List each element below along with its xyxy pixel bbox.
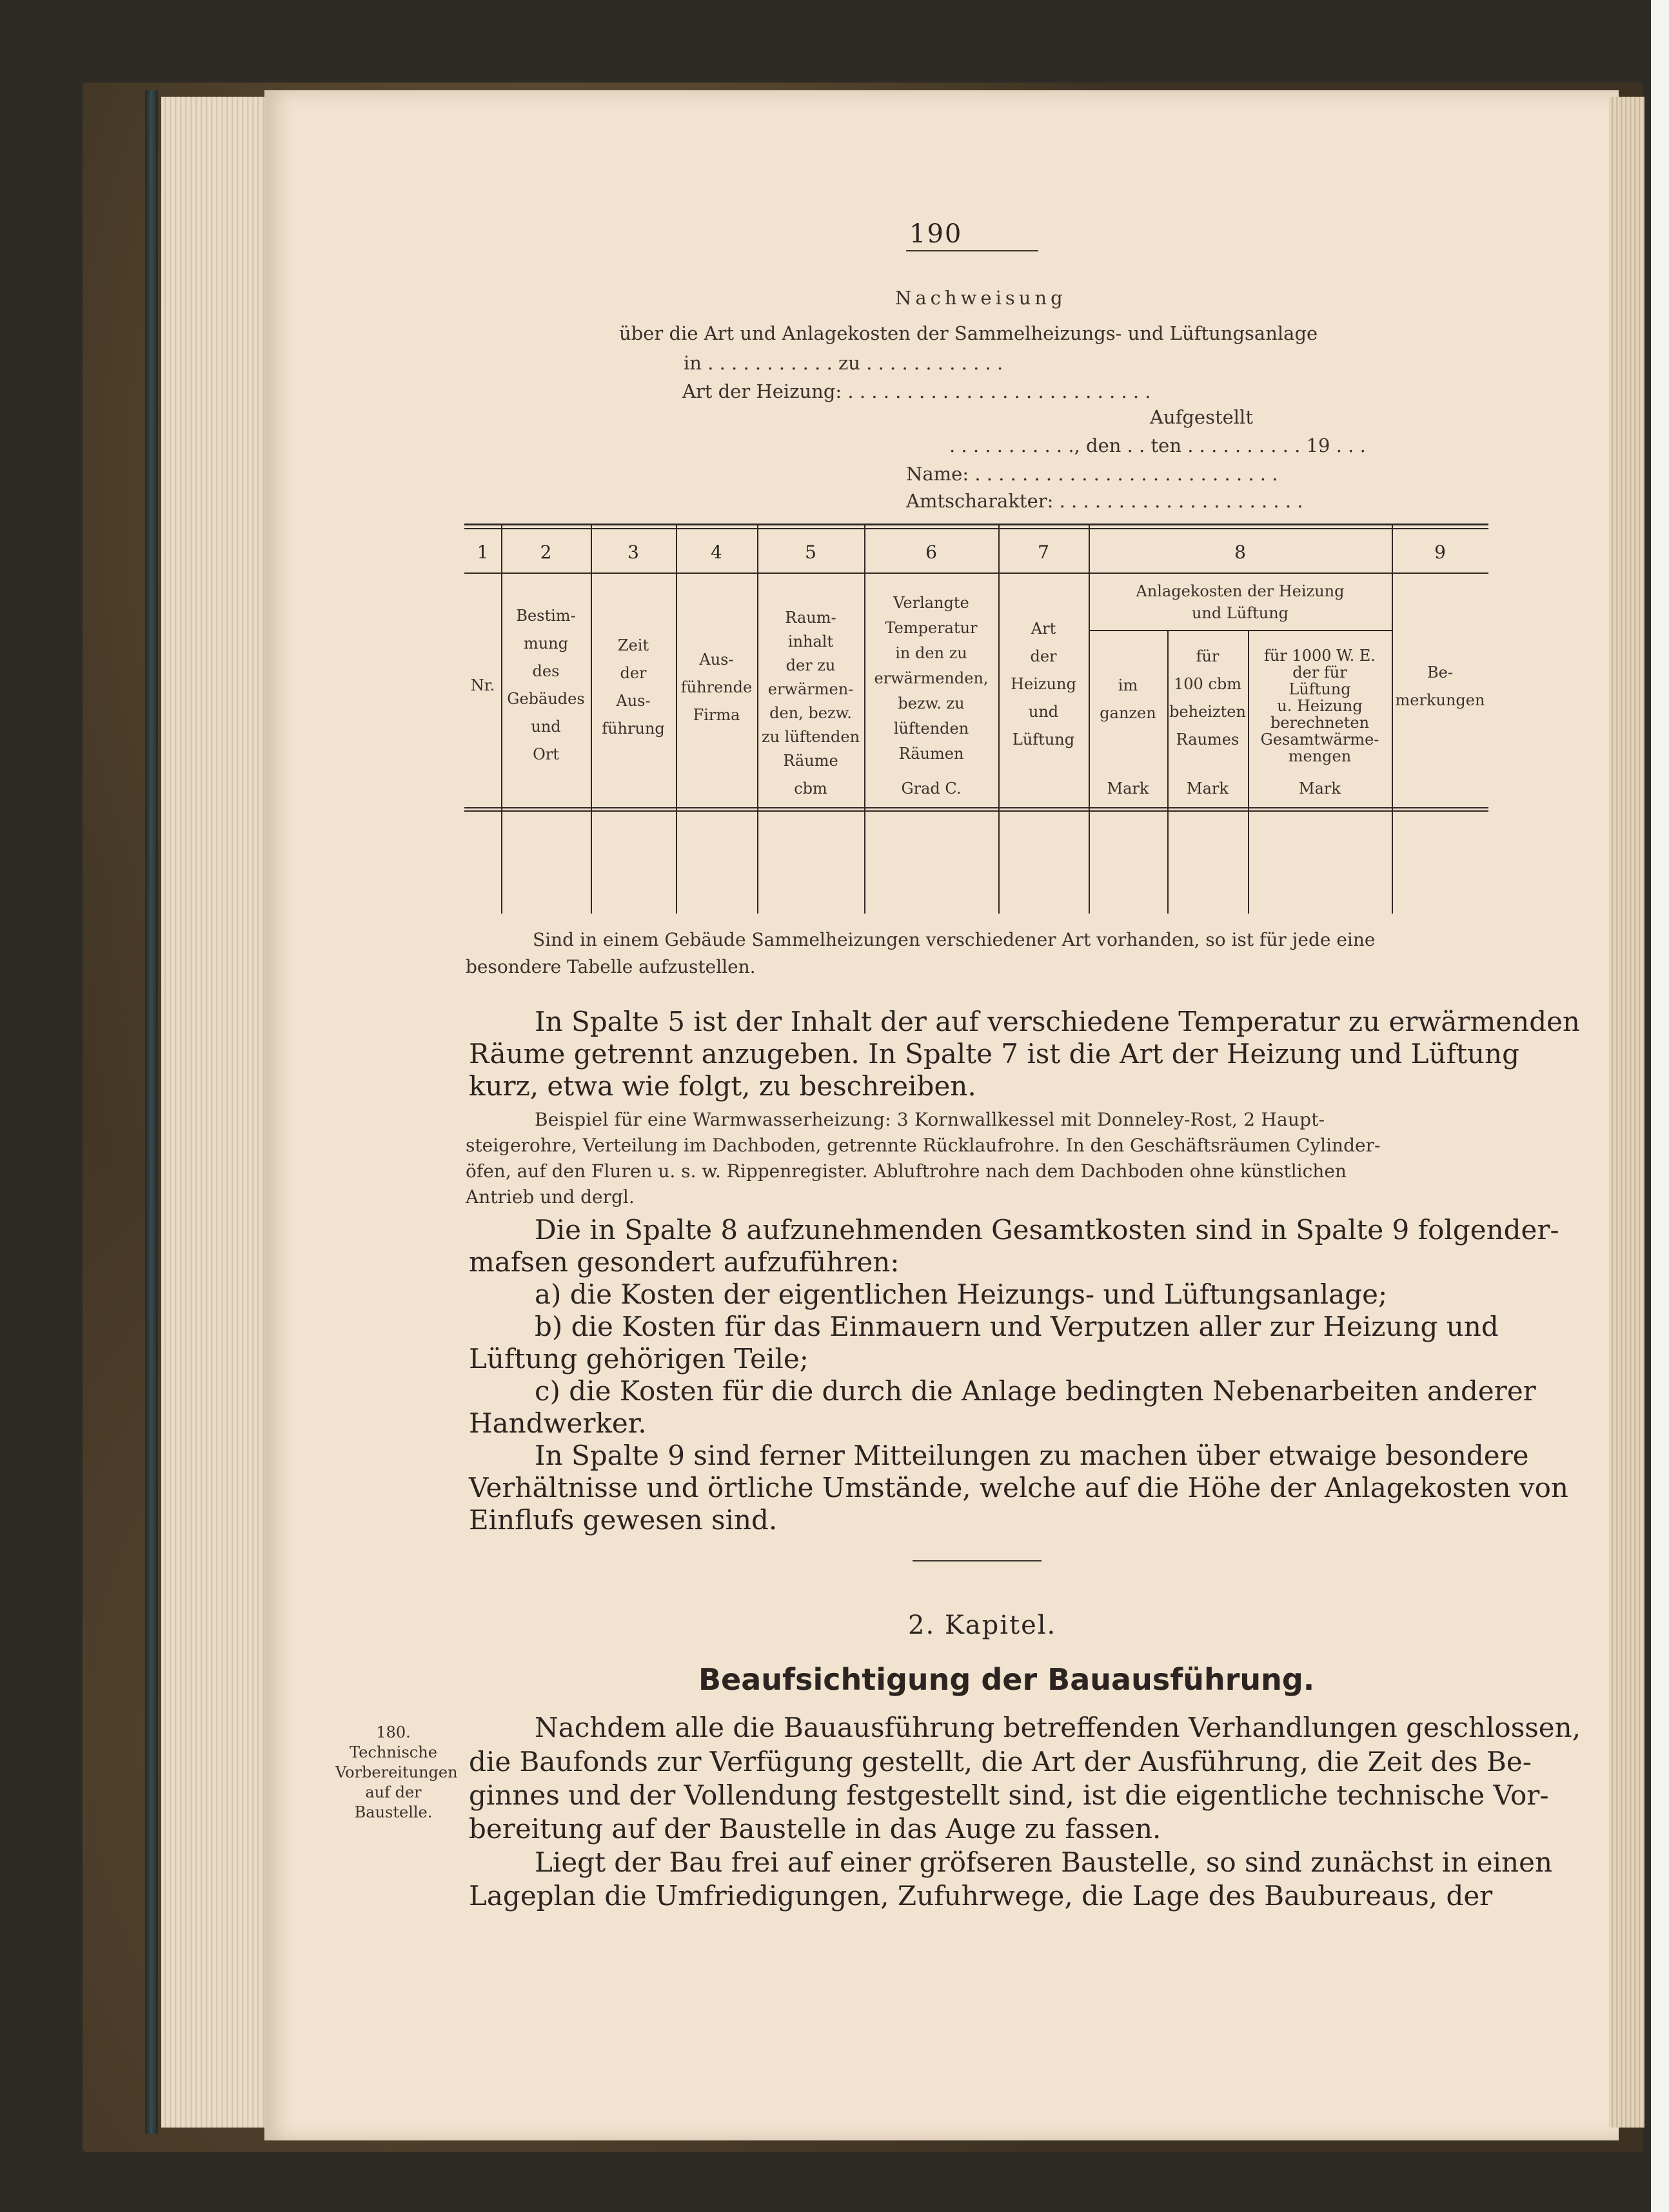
table-header-rule-2: [464, 810, 1488, 812]
unit-cbm: cbm: [794, 779, 827, 798]
paragraph-4-line-1: Nachdem alle die Bauausführung betreffenden Verhandlungen geschlossen,: [535, 1712, 1581, 1743]
table-note-line-2: besondere Tabelle aufzustellen.: [466, 956, 756, 977]
col-number-6: 6: [925, 542, 937, 563]
paragraph-4-line-2: die Baufonds zur Verfügung gestellt, die Art der Ausführung, die Zeit des Be-: [469, 1746, 1532, 1777]
header-bestimmung: Bestim- mung des Gebäudes und Ort: [507, 607, 585, 763]
table-note-line-1: Sind in einem Gebäude Sammelheizungen verschiedener Art vorhanden, so ist für jede eine: [533, 929, 1376, 950]
form-line-amtscharakter: Amtscharakter: . . . . . . . . . . . . . . . . . . . . .: [906, 490, 1303, 512]
unit-mark-100: Mark: [1187, 779, 1229, 798]
col-number-4: 4: [711, 542, 722, 563]
paragraph-1-line-2: Räume getrennt anzugeben. In Spalte 7 ist die Art der Heizung und Lüftung: [469, 1038, 1519, 1070]
section-divider: [913, 1560, 1042, 1561]
header-firma: Aus- führende Firma: [680, 651, 753, 724]
chapter-title: Beaufsichtigung der Bauausführung.: [698, 1662, 1315, 1697]
page-number-rule: [906, 250, 1038, 251]
paragraph-3-line-1: In Spalte 9 sind ferner Mitteilungen zu machen über etwaige besondere: [535, 1440, 1529, 1471]
form-line-den: . . . . . . . . . . ., den . . ten . . . . . . . . . . 19 . . .: [949, 435, 1366, 456]
header-bemerkungen: Be- merkungen: [1395, 663, 1485, 709]
paragraph-2-line-1: Die in Spalte 8 aufzunehmenden Gesamtkosten sind in Spalte 9 folgender-: [535, 1214, 1559, 1246]
col-number-7: 7: [1038, 542, 1049, 563]
list-item-a: a) die Kosten der eigentlichen Heizungs- und Lüftungsanlage;: [535, 1278, 1388, 1310]
header-fuer-100-cbm: für 100 cbm beheizten Raumes: [1169, 647, 1246, 749]
paragraph-5-line-2: Lageplan die Umfriedigungen, Zufuhrwege, die Lage des Baubureaus, der: [469, 1880, 1493, 1912]
header-rauminhalt: Raum- inhalt der zu erwärmen- den, bezw. zu lüftenden Räume: [761, 609, 860, 770]
unit-mark-1000: Mark: [1299, 779, 1341, 798]
table-subheader-rule: [1089, 630, 1392, 631]
margin-note: 180. Technische Vorbereitungen auf der Baustelle.: [335, 1723, 458, 1821]
page-stack-right: [1609, 97, 1644, 2128]
col-number-9: 9: [1434, 542, 1446, 563]
form-line-name: Name: . . . . . . . . . . . . . . . . . . . . . . . . . .: [906, 463, 1278, 485]
paragraph-2-line-2: mafsen gesondert aufzuführen:: [469, 1246, 900, 1278]
cost-table: [464, 524, 1488, 914]
list-item-c: c) die Kosten für die durch die Anlage bedingten Nebenarbeiten anderer: [535, 1375, 1536, 1407]
table-top-rule: [464, 524, 1488, 525]
paragraph-1-line-3: kurz, etwa wie folgt, zu beschreiben.: [469, 1070, 976, 1102]
form-title: Nachweisung: [895, 287, 1067, 309]
col-number-3: 3: [627, 542, 639, 563]
table-header-rule: [464, 807, 1488, 808]
example-line-3: öfen, auf den Fluren u. s. w. Rippenregister. Abluftrohre nach dem Dachboden ohne künstlichen: [466, 1160, 1347, 1182]
example-line-1: Beispiel für eine Warmwasserheizung: 3 Kornwallkessel mit Donneley-Rost, 2 Haupt-: [535, 1109, 1325, 1130]
scan-margin: [1651, 0, 1669, 2212]
table-top-rule-2: [464, 528, 1488, 529]
col-number-8: 8: [1234, 542, 1246, 563]
col-number-5: 5: [805, 542, 816, 563]
header-art: Art der Heizung und Lüftung: [1011, 620, 1076, 749]
header-temperatur: Verlangte Temperatur in den zu erwärmenden, bezw. zu lüftenden Räumen: [874, 594, 989, 763]
form-line-art: Art der Heizung: . . . . . . . . . . . . . . . . . . . . . . . . . .: [682, 380, 1151, 402]
example-line-4: Antrieb und dergl.: [466, 1186, 635, 1208]
paragraph-4-line-3: ginnes und der Vollendung festgestellt sind, ist die eigentliche technische Vor-: [469, 1779, 1549, 1811]
header-anlagekosten: Anlagekosten der Heizung und Lüftung: [1136, 582, 1345, 622]
form-subtitle: über die Art und Anlagekosten der Sammelheizungs- und Lüftungsanlage: [619, 322, 1318, 344]
paragraph-3-line-2: Verhältnisse und örtliche Umstände, welche auf die Höhe der Anlagekosten von: [469, 1472, 1568, 1503]
header-fuer-1000-we: für 1000 W. E. der für Lüftung u. Heizung berechneten Gesamtwärme- mengen: [1260, 647, 1379, 765]
unit-mark-ganzen: Mark: [1107, 779, 1149, 798]
table-number-rule: [464, 573, 1488, 574]
unit-grad: Grad C.: [901, 779, 962, 798]
header-nr: Nr.: [470, 676, 495, 694]
list-item-b-cont: Lüftung gehörigen Teile;: [469, 1343, 809, 1375]
example-line-2: steigerohre, Verteilung im Dachboden, getrennte Rücklaufrohre. In den Geschäftsräumen Cylinder-: [466, 1135, 1381, 1156]
chapter-number: 2. Kapitel.: [908, 1610, 1057, 1640]
list-item-c-cont: Handwerker.: [469, 1407, 647, 1439]
form-aufgestellt: Aufgestellt: [1150, 406, 1253, 428]
col-divider: [1392, 524, 1393, 914]
header-zeit: Zeit der Aus- führung: [602, 636, 665, 738]
paragraph-5-line-1: Liegt der Bau frei auf einer gröfseren Baustelle, so sind zunächst in einen: [535, 1846, 1552, 1878]
col-number-2: 2: [540, 542, 552, 563]
header-im-ganzen: im ganzen: [1100, 676, 1156, 722]
page-number: 190: [909, 219, 963, 249]
col-number-1: 1: [477, 542, 489, 563]
form-line-in: in . . . . . . . . . . . zu . . . . . . . . . . . .: [684, 352, 1003, 374]
book-spine: [145, 90, 158, 2134]
paragraph-4-line-4: bereitung auf der Baustelle in das Auge zu fassen.: [469, 1813, 1161, 1845]
paragraph-3-line-3: Einflufs gewesen sind.: [469, 1504, 778, 1536]
list-item-b: b) die Kosten für das Einmauern und Verputzen aller zur Heizung und: [535, 1311, 1499, 1342]
paragraph-1-line-1: In Spalte 5 ist der Inhalt der auf verschiedene Temperatur zu erwärmenden: [535, 1006, 1580, 1037]
